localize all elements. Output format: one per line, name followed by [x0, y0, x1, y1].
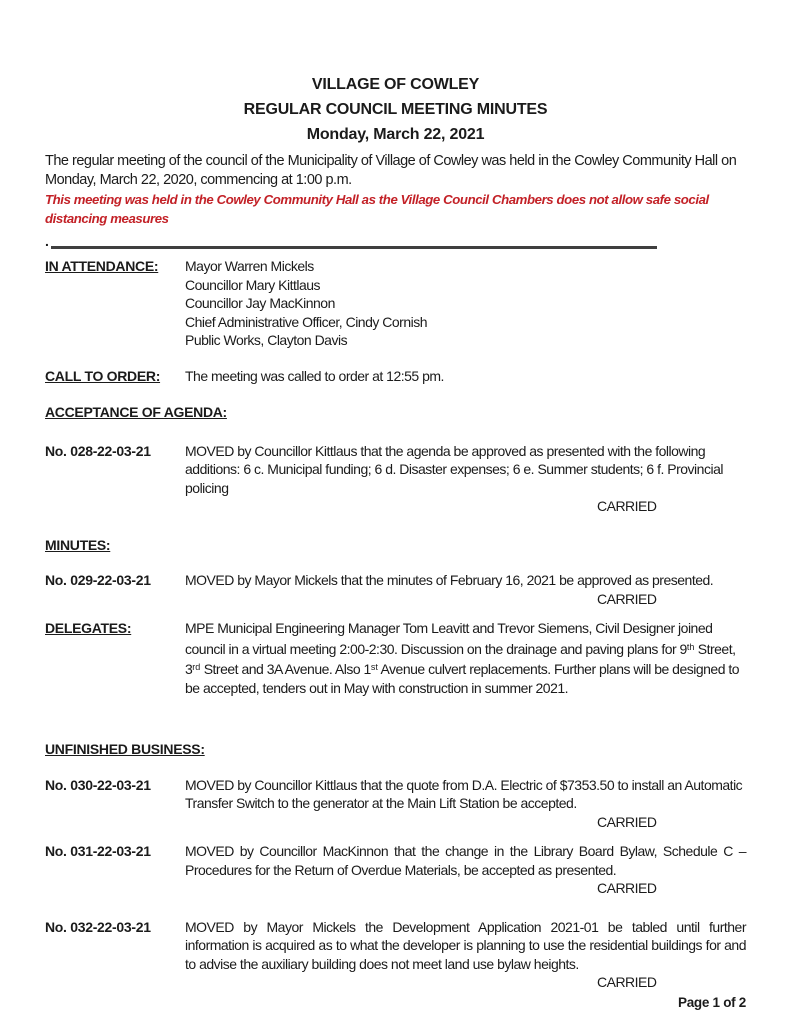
call-to-order-label: CALL TO ORDER: [45, 367, 161, 384]
motion-text: MOVED by Councillor Kittlaus that the agenda be approved as presented with the following additions: 6 c. Municipal funding; 6 d. Disaster expenses; 6 e. Summer students; 6 f. Provincial policing [185, 442, 723, 496]
motion-row-030 [45, 776, 746, 832]
motion-result: CARRIED [597, 880, 657, 896]
attendee: Councillor Jay MacKinnon [185, 295, 335, 311]
attendance-list [185, 257, 746, 350]
attendee: Public Works, Clayton Davis [185, 332, 348, 348]
separator-rule-row [45, 231, 746, 247]
motion-row-031 [45, 842, 746, 898]
delegates-text [185, 619, 746, 697]
motion-number: No. 030-22-03-21 [45, 776, 151, 793]
motion-result: CARRIED [597, 498, 657, 514]
motion-row-028 [45, 442, 746, 516]
motion-result: CARRIED [597, 974, 657, 990]
attendee: Chief Administrative Officer, Cindy Cornish [185, 313, 428, 330]
motion-number: No. 028-22-03-21 [45, 442, 151, 459]
section-heading-minutes: MINUTES: [45, 536, 111, 553]
motion-row-032 [45, 918, 746, 992]
motion-number: No. 029-22-03-21 [45, 572, 151, 588]
motion-number: No. 032-22-03-21 [45, 918, 151, 935]
motion-text: MOVED by Mayor Mickels the Development Application 2021-01 be tabled until further information is acquired as to what the developer is planning to use the residential buildings for and to advise the auxiliary building does not meet land use bylaw heights. [185, 918, 746, 972]
motion-body [185, 918, 746, 992]
motion-body [185, 571, 746, 608]
attendee: Mayor Warren Mickels [185, 258, 314, 274]
delegates-section [45, 619, 746, 697]
superscript: th [686, 641, 695, 652]
delegates-label: DELEGATES: [45, 620, 132, 636]
superscript: rd [192, 662, 201, 672]
motion-text: MOVED by Councillor MacKinnon that the change in the Library Board Bylaw, Schedule C – Procedures for the Return of Overdue Materials, be accepted as presented. [185, 843, 746, 878]
superscript: st [370, 662, 378, 672]
document-title-line-2: REGULAR COUNCIL MEETING MINUTES [243, 101, 548, 118]
motion-result: CARRIED [597, 590, 657, 607]
covid-notice-text: This meeting was held in the Cowley Community Hall as the Village Council Chambers does not allow safe social distancing measures [45, 192, 709, 226]
delegates-paragraph: MPE Municipal Engineering Manager Tom Leavitt and Trevor Siemens, Civil Designer joined council in a virtual meeting 2:00-2:30. Discussion on the drainage and paving plans for 9th Street, 3rd Street and 3A Avenue. Also 1st Avenue culvert replacements. Further plans will be designed to be accepted, tenders out in May with construction in summer 2021. [185, 620, 740, 696]
attendee: Councillor Mary Kittlaus [185, 276, 321, 293]
call-to-order-text: The meeting was called to order at 12:55 pm. [185, 367, 444, 384]
motion-result: CARRIED [597, 813, 657, 830]
section-heading-unfinished-business: UNFINISHED BUSINESS: [45, 741, 205, 757]
motion-text: MOVED by Mayor Mickels that the minutes of February 16, 2021 be approved as presented. [185, 572, 714, 588]
horizontal-rule [51, 235, 657, 249]
motion-body [185, 442, 746, 516]
intro-paragraph: The regular meeting of the council of the Municipality of Village of Cowley was held in the Cowley Community Hall on Monday, March 22, 2020, commencing at 1:00 p.m. [45, 153, 737, 188]
motion-body [185, 776, 746, 832]
motion-number: No. 031-22-03-21 [45, 843, 151, 859]
section-heading-acceptance-of-agenda: ACCEPTANCE OF AGENDA: [45, 404, 227, 420]
attendance-section [45, 257, 746, 350]
motion-row-029 [45, 571, 746, 608]
document-title-line-1: VILLAGE OF COWLEY [311, 76, 480, 93]
call-to-order-section [45, 367, 746, 386]
page-number: Page 1 of 2 [678, 994, 746, 1010]
separator-period: . [45, 233, 49, 249]
motion-text: MOVED by Councillor Kittlaus that the quote from D.A. Electric of $7353.50 to install an Automatic Transfer Switch to the generator at the Main Lift Station be accepted. [185, 776, 743, 811]
motion-body [185, 842, 746, 898]
document-title-line-3: Monday, March 22, 2021 [306, 126, 485, 143]
attendance-label: IN ATTENDANCE: [45, 258, 159, 274]
